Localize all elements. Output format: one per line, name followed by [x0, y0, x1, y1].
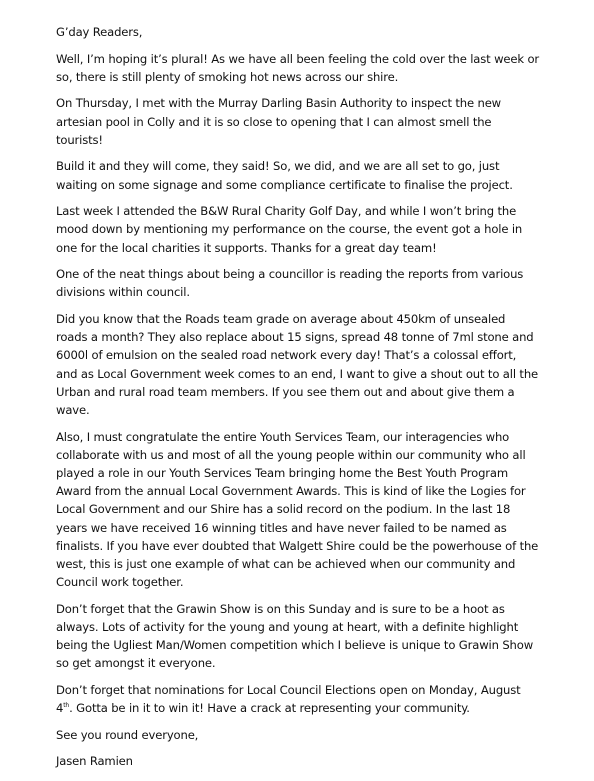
- paragraph: One of the neat things about being a councillor is reading the reports from various divisions within council.: [56, 267, 524, 300]
- paragraph: Last week I attended the B&W Rural Charity Golf Day, and while I won’t bring the mood down by mentioning my performance on the course, the event got a hole in one for the local charities it supports. Thanks for a great day team!: [56, 204, 523, 255]
- nominations-text-end: . Gotta be in it to win it! Have a crack at representing your community.: [69, 701, 470, 716]
- nominations-paragraph: [56, 681, 540, 717]
- greeting: G’day Readers,: [56, 25, 143, 39]
- letter-body: [56, 23, 540, 779]
- signature: Jasen Ramien: [56, 754, 133, 769]
- paragraph: Also, I must congratulate the entire Youth Services Team, our interagencies who collaborate with us and most of all the young people within our community who all played a role in our Youth Services Team bringing home the Best Youth Program Award from the annual Local Government Awards. This is kind of like the Logies for Local Government and our Shire has a solid record on the podium. In the last 18 years we have received 16 winning titles and have never failed to be named as finalists. If you have ever doubted that Walgett Shire could be the powerhouse of the west, this is just one example of what can be achieved when our community and Council work together.: [56, 429, 539, 590]
- paragraph: On Thursday, I met with the Murray Darling Basin Authority to inspect the new artesian pool in Colly and it is so close to opening that I can almost smell the tourists!: [56, 96, 502, 147]
- paragraph: Well, I’m hoping it’s plural! As we have all been feeling the cold over the last week or so, there is still plenty of smoking hot news across our shire.: [56, 51, 540, 84]
- nominations-text: Don’t forget that nominations for Local Council Elections open on Monday, August 4: [56, 683, 521, 716]
- paragraph: Don’t forget that the Grawin Show is on this Sunday and is sure to be a hoot as always. Lots of activity for the young and young at heart, with a definite highlight being the Ugliest Man/Women competition which I believe is unique to Grawin Show so get amongst it everyone.: [56, 601, 534, 671]
- paragraph: Build it and they will come, they said! So, we did, and we are all set to go, just waiting on some signage and some compliance certificate to finalise the project.: [56, 159, 513, 192]
- date-ordinal-suffix: th: [63, 702, 70, 710]
- closing: See you round everyone,: [56, 727, 199, 742]
- paragraph: Did you know that the Roads team grade on average about 450km of unsealed roads a month? They also replace about 15 signs, spread 48 tonne of 7ml stone and 6000l of emulsion on the sealed road network every day! That’s a colossal effort, and as Local Government week comes to an end, I want to give a shout out to all the Urban and rural road team members. If you see them out and about give them a wave.: [56, 311, 538, 417]
